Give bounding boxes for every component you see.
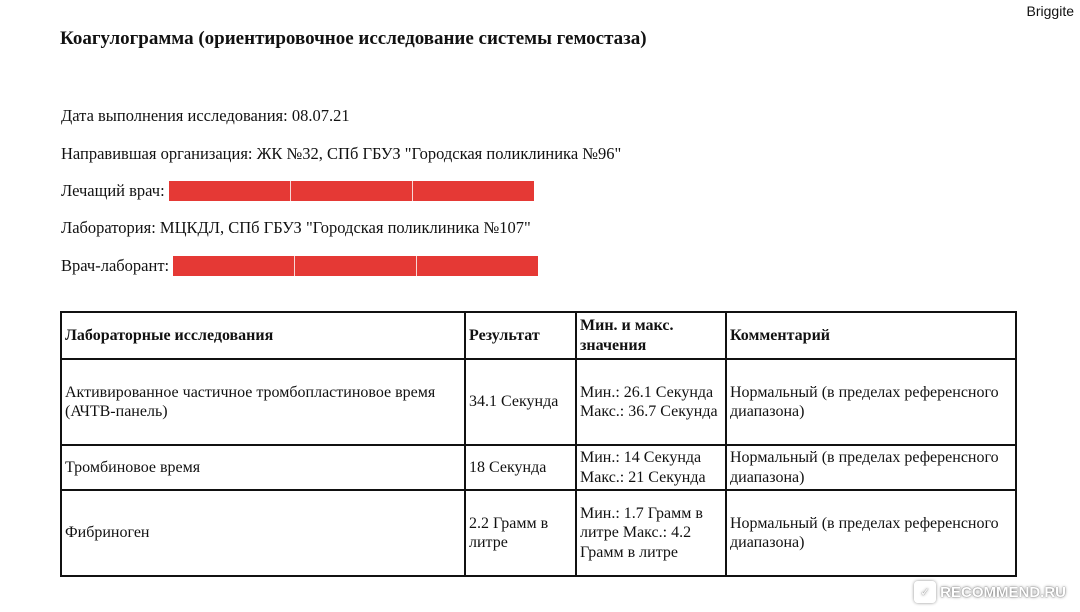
- lab-doctor-line: [61, 256, 538, 276]
- table-row: [61, 359, 1016, 445]
- results-table: [60, 311, 1017, 577]
- watermark-text: RECOMMEND.RU: [940, 583, 1066, 601]
- lab-doctor-redaction: [173, 256, 538, 276]
- cell-test: Тромбиновое время: [61, 445, 465, 490]
- table-row: [61, 445, 1016, 490]
- organization-line: Направившая организация: ЖК №32, СПб ГБУЗ "Городская поликлиника №96": [61, 144, 622, 163]
- username: Briggite: [1026, 3, 1074, 19]
- header-range: Мин. и макс. значения: [576, 312, 726, 359]
- page-title: Коагулограмма (ориентировочное исследование системы гемостаза): [60, 28, 647, 49]
- cell-range: Мин.: 26.1 Секунда Макс.: 36.7 Секунда: [576, 359, 726, 445]
- lab-line: Лаборатория: МЦКДЛ, СПб ГБУЗ "Городская поликлиника №107": [61, 218, 531, 237]
- cell-range: Мин.: 14 Секунда Макс.: 21 Секунда: [576, 445, 726, 490]
- doctor-redaction: [169, 181, 534, 201]
- header-tests: Лабораторные исследования: [61, 312, 465, 359]
- recommend-watermark: [914, 581, 1066, 603]
- cell-test: Активированное частичное тромбопластиновое время (АЧТВ-панель): [61, 359, 465, 445]
- doctor-label: Лечащий врач:: [61, 181, 165, 200]
- cell-comment: Нормальный (в пределах референсного диапазона): [726, 359, 1016, 445]
- doctor-line: [61, 181, 534, 201]
- header-comment: Комментарий: [726, 312, 1016, 359]
- cell-range: Мин.: 1.7 Грамм в литре Макс.: 4.2 Грамм в литре: [576, 490, 726, 576]
- cell-result: 2.2 Грамм в литре: [465, 490, 576, 576]
- cell-comment: Нормальный (в пределах референсного диапазона): [726, 445, 1016, 490]
- lab-doctor-label: Врач-лаборант:: [61, 256, 170, 275]
- recommend-logo-icon: ✓: [914, 581, 936, 603]
- table-header-row: [61, 312, 1016, 359]
- table-row: [61, 490, 1016, 576]
- date-line: Дата выполнения исследования: 08.07.21: [61, 106, 350, 125]
- cell-result: 18 Секунда: [465, 445, 576, 490]
- cell-comment: Нормальный (в пределах референсного диапазона): [726, 490, 1016, 576]
- header-result: Результат: [465, 312, 576, 359]
- cell-result: 34.1 Секунда: [465, 359, 576, 445]
- cell-test: Фибриноген: [61, 490, 465, 576]
